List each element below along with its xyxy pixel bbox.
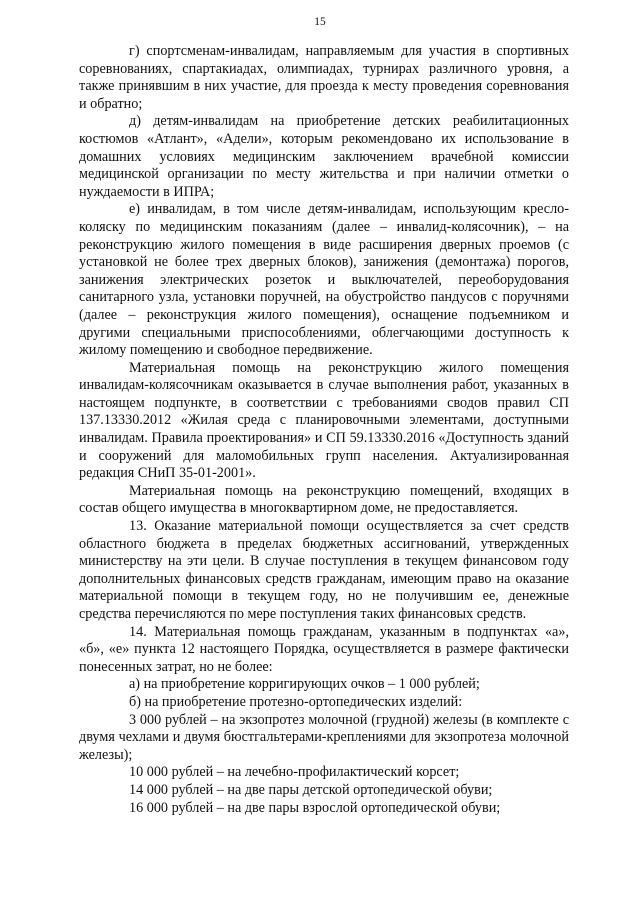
paragraph-clause-14: 14. Материальная помощь гражданам, указанным в подпунктах «а», «б», «е» пункта 12 настоящего Порядка, осуществляется в размере фактически понесенных затрат, но не более: [79,623,569,675]
paragraph-item-e: е) инвалидам, в том числе детям-инвалидам, использующим кресло-коляску по медицинским показаниям (далее – инвалид-колясочник), – на реконструкцию жилого помещения в виде расширения дверных проемов (с установкой не более трех дверных блоков), занижения (демонтажа) порогов, занижения электрических розеток и выключателей, переоборудования санитарного узла, установки поручней, на обустройство пандусов с поручнями (далее – реконструкция жилого помещения), оснащение подъемником и другими специальными приспособлениями, облегчающими доступность к жилому помещению и свободное передвижение. [79,201,569,359]
paragraph-clause-13: 13. Оказание материальной помощи осуществляется за счет средств областного бюджета в пределах бюджетных ассигнований, утвержденных министерству на эти цели. В случае поступления в текущем финансовом году дополнительных финансовых средств гражданам, имеющим право на оказание материальной помощи в текущем году, но не получившим ее, денежные средства перечисляются по мере поступления таких финансовых средств. [79,518,569,622]
paragraph-adult-shoes: 16 000 рублей – на две пары взрослой ортопедической обуви; [129,799,501,816]
document-body [79,43,569,817]
paragraph-child-shoes: 14 000 рублей – на две пары детской ортопедической обуви; [129,781,493,798]
page-number: 15 [314,16,326,28]
paragraph-item-g: г) спортсменам-инвалидам, направляемым для участия в спортивных соревнованиях, спартакиадах, олимпиадах, турнирах различного уровня, а также принявшим в них участие, для проезда к месту проведения соревнования и обратно; [79,43,569,112]
paragraph-reconstruction-conditions: Материальная помощь на реконструкцию жилого помещения инвалидам-колясочникам оказывается в случае выполнения работ, указанных в настоящем подпункте, в соответствии с требованиями сводов правил СП 137.13330.2012 «Жилая среда с планировочными элементами, доступными инвалидам. Правила проектирования» и СП 59.13330.2016 «Доступность зданий и сооружений для маломобильных групп населения. Актуализированная редакция СНиП 35-01-2001». [79,359,569,482]
paragraph-glasses: а) на приобретение корригирующих очков – 1 000 рублей; [129,676,480,693]
paragraph-exoprosthesis: 3 000 рублей – на экзопротез молочной (грудной) железы (в комплекте с двумя чехлами и двумя бюстгальтерами-креплениями для экзопротеза молочной железы); [79,711,569,763]
paragraph-corset: 10 000 рублей – на лечебно-профилактический корсет; [129,764,460,781]
paragraph-item-d: д) детям-инвалидам на приобретение детских реабилитационных костюмов «Атлант», «Адели», которым рекомендовано их использование в домашних условиях медицинским заключением врачебной комиссии медицинской организации по месту жительства и при наличии отметки о нуждаемости в ИПРА; [79,113,569,200]
paragraph-common-property: Материальная помощь на реконструкцию помещений, входящих в состав общего имущества в многоквартирном доме, не предоставляется. [79,482,569,517]
paragraph-prosthetic-items: б) на приобретение протезно-ортопедических изделий: [129,693,463,710]
